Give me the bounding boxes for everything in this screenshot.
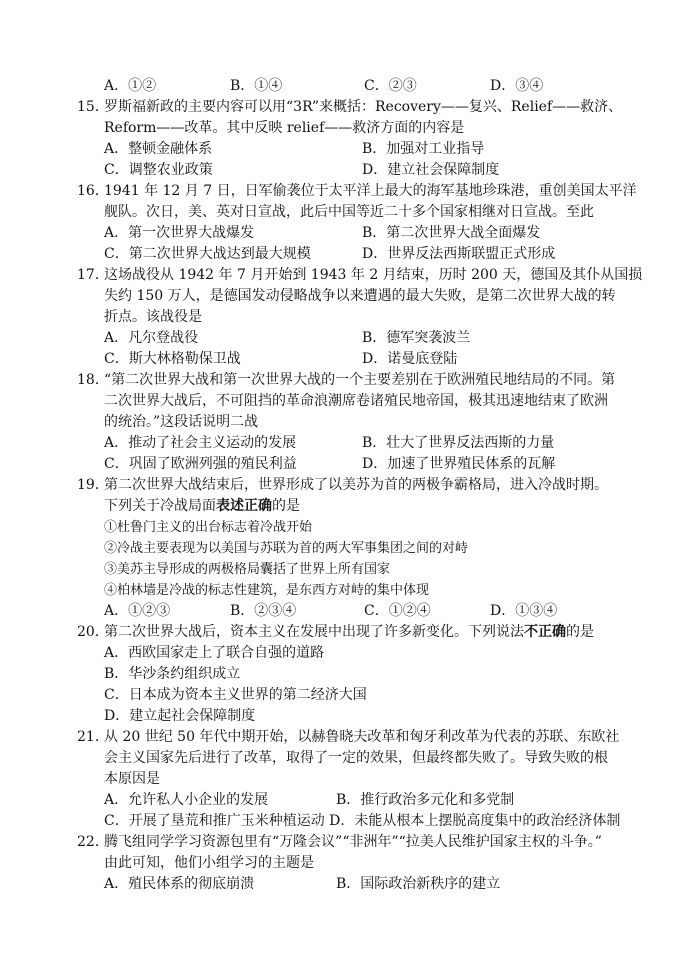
q19-item-4-text: ④柏林墙是冷战的标志性建筑，是东西方对峙的集中体现 bbox=[104, 583, 430, 598]
q21-number: 21． bbox=[77, 729, 109, 745]
q17-stem-text1: 这场战役从 1942 年 7 月开始到 1943 年 2 月结束，历时 200 天，德国及其仆从国损 bbox=[104, 267, 643, 283]
q20-option-b: B．华沙条约组织成立 bbox=[104, 666, 241, 682]
q19-option-c: C．①②④ bbox=[364, 603, 431, 619]
q18-option-b: B．壮大了世界反法西斯的力量 bbox=[362, 435, 555, 451]
q20-option-d: D．建立起社会保障制度 bbox=[104, 708, 256, 724]
q21-stem-text1: 从 20 世纪 50 年代中期开始，以赫鲁晓夫改革和匈牙利改革为代表的苏联、东欧社 bbox=[104, 729, 620, 745]
q19-option-a: A．①②③ bbox=[104, 603, 171, 619]
q21-option-b: B．推行政治多元化和多党制 bbox=[336, 792, 515, 808]
q20-stem-text1 bbox=[104, 622, 594, 643]
q19-option-b: B．②③④ bbox=[230, 603, 297, 619]
q18-number: 18． bbox=[77, 372, 109, 388]
q14-option-b: B．①④ bbox=[230, 78, 283, 94]
q18-option-a: A．推动了社会主义运动的发展 bbox=[104, 435, 297, 451]
q17-option-b: B．德军突袭波兰 bbox=[362, 330, 471, 346]
q21-option-cd: C．开展了垦荒和推广玉米种植运动 D．未能从根本上摆脱高度集中的政治经济体制 bbox=[104, 813, 621, 829]
q16-stem-text2: 舰队。次日，美、英对日宣战，此后中国等近二十多个国家相继对日宣战。至此 bbox=[104, 204, 594, 220]
q19-stem-text1: 第二次世界大战结束后，世界形成了以美苏为首的两极争霸格局，进入冷战时期。 bbox=[104, 477, 608, 493]
q22-number: 22． bbox=[77, 834, 109, 850]
q19-item-1-text: ①杜鲁门主义的出台标志着冷战开始 bbox=[104, 520, 313, 535]
q15-number: 15． bbox=[77, 99, 109, 115]
q19-option-d: D．①③④ bbox=[490, 603, 558, 619]
q19-stem-text2 bbox=[104, 496, 300, 517]
q19-number: 19． bbox=[77, 477, 109, 493]
q16-option-a: A．第一次世界大战爆发 bbox=[104, 225, 255, 241]
q14-option-a: A．①② bbox=[104, 78, 157, 94]
q18-option-c: C．巩固了欧洲列强的殖民利益 bbox=[104, 456, 297, 472]
q16-stem-text1: 1941 年 12 月 7 日，日军偷袭位于太平洋上最大的海军基地珍珠港，重创美国太平洋 bbox=[104, 183, 637, 199]
q14-option-c: C．②③ bbox=[364, 78, 417, 94]
q16-option-c: C．第二次世界大战达到最大规模 bbox=[104, 246, 311, 262]
q17-option-d: D．诺曼底登陆 bbox=[362, 351, 458, 367]
q17-stem-text3: 折点。该战役是 bbox=[104, 309, 202, 325]
q21-stem-text3: 本原因是 bbox=[104, 771, 160, 787]
q19-stem-part1: 下列关于冷战局面 bbox=[104, 498, 216, 514]
q21-option-a: A．允许私人小企业的发展 bbox=[104, 792, 269, 808]
q20-stem-emphasis: 不正确 bbox=[524, 624, 566, 640]
q16-option-d: D．世界反法西斯联盟正式形成 bbox=[362, 246, 556, 262]
q17-number: 17． bbox=[77, 267, 109, 283]
q14-option-d: D．③④ bbox=[490, 78, 544, 94]
q22-option-b: B．国际政治新秩序的建立 bbox=[336, 876, 501, 892]
q18-stem-text1: “第二次世界大战和第一次世界大战的一个主要差别在于欧洲殖民地结局的不同。第 bbox=[104, 372, 616, 388]
q18-option-d: D．加速了世界殖民体系的瓦解 bbox=[362, 456, 556, 472]
q15-option-a: A．整顿金融体系 bbox=[104, 141, 213, 157]
q20-option-a: A．西欧国家走上了联合自强的道路 bbox=[104, 645, 325, 661]
q18-stem-text3: 的统治。”这段话说明二战 bbox=[104, 414, 259, 430]
q19-stem-part3: 的是 bbox=[272, 498, 300, 514]
q19-item-3-text: ③美苏主导形成的两极格局囊括了世界上所有国家 bbox=[104, 562, 391, 577]
q15-option-b: B．加强对工业指导 bbox=[362, 141, 485, 157]
q18-stem-text2: 二次世界大战后，不可阻挡的革命浪潮席卷诸殖民地帝国，极其迅速地结束了欧洲 bbox=[104, 393, 608, 409]
q15-stem-text2: Reform——改革。其中反映 relief——救济方面的内容是 bbox=[104, 120, 465, 136]
q16-number: 16． bbox=[77, 183, 109, 199]
q15-option-c: C．调整农业政策 bbox=[104, 162, 213, 178]
q17-option-a: A．凡尔登战役 bbox=[104, 330, 199, 346]
q15-option-d: D．建立社会保障制度 bbox=[362, 162, 500, 178]
q15-stem-text1: 罗斯福新政的主要内容可以用“3R”来概括：Recovery——复兴、Relief——救济、 bbox=[104, 99, 623, 115]
q19-item-2-text: ②冷战主要表现为以美国与苏联为首的两大军事集团之间的对峙 bbox=[104, 541, 469, 556]
q17-option-c: C．斯大林格勒保卫战 bbox=[104, 351, 241, 367]
q20-option-c: C．日本成为资本主义世界的第二经济大国 bbox=[104, 687, 367, 703]
q20-stem-part3: 的是 bbox=[566, 624, 594, 640]
q19-stem-emphasis: 表述正确 bbox=[216, 498, 272, 514]
q22-stem-text1: 腾飞组同学学习资源包里有“万隆会议”“非洲年”“拉美人民维护国家主权的斗争。” bbox=[104, 834, 602, 850]
q17-stem-text2: 失约 150 万人，是德国发动侵略战争以来遭遇的最大失败，是第二次世界大战的转 bbox=[104, 288, 616, 304]
q22-stem-text2: 由此可知，他们小组学习的主题是 bbox=[104, 855, 314, 871]
q16-option-b: B．第二次世界大战全面爆发 bbox=[362, 225, 541, 241]
q20-number: 20． bbox=[77, 624, 109, 640]
q22-option-a: A．殖民体系的彻底崩溃 bbox=[104, 876, 255, 892]
q21-stem-text2: 会主义国家先后进行了改革，取得了一定的效果，但最终都失败了。导致失败的根 bbox=[104, 750, 608, 766]
q20-stem-part1: 第二次世界大战后，资本主义在发展中出现了许多新变化。下列说法 bbox=[104, 624, 524, 640]
